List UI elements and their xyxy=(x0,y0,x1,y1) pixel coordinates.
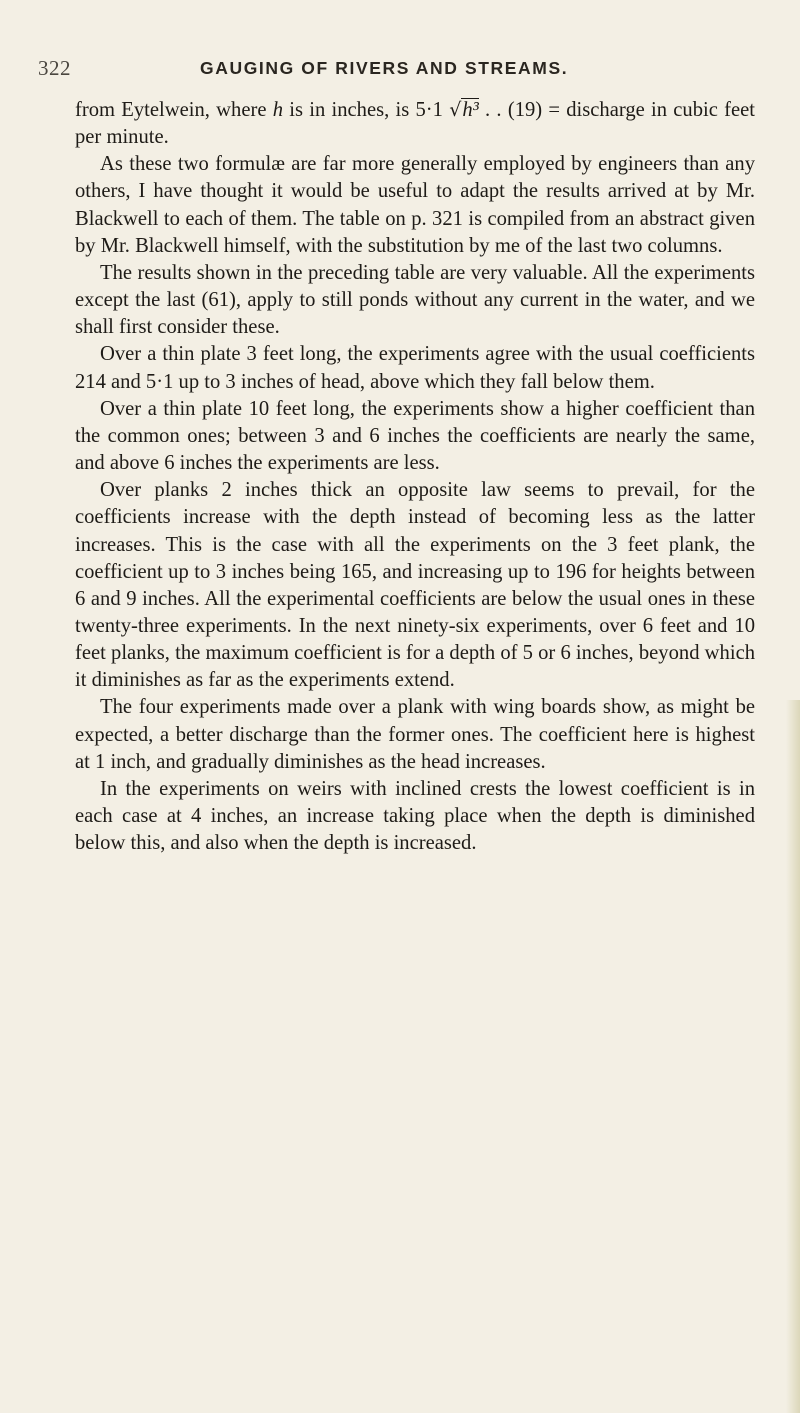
radicand: h³ xyxy=(462,99,479,121)
paragraph-wing-boards: The four experiments made over a plank with wing boards show, as might be expected, a better discharge than the former ones. The coefficient here is highest at 1 inch, and gradually diminishes as the head increases. xyxy=(75,696,755,773)
sqrt-sign-icon: √ xyxy=(449,99,462,121)
variable-h: h xyxy=(272,99,284,121)
paragraph-inclined-crests: In the experiments on weirs with inclined crests the lowest coefficient is in each case at 4 inches, an increase taking place when the depth is diminished below this, and also when the depth is increased. xyxy=(75,777,755,855)
page-header xyxy=(0,56,800,86)
paragraph-planks: Over planks 2 inches thick an opposite law seems to prevail, for the coefficients increase with the depth instead of becoming less as the latter increases. This is the case with all the experiments on the 3 feet plank, the coefficient up to 3 inches being 165, and increasing up to 196 for heights between 6 and 9 inches. All the experimental coefficients are below the usual ones in these twenty-three experiments. In the next ninety-six experiments, over 6 feet and 10 feet planks, the maximum coefficient is for a depth of 5 or 6 inches, beyond which it diminishes as far as the experiments extend. xyxy=(75,479,755,692)
running-head: GAUGING OF RIVERS AND STREAMS. xyxy=(200,58,569,78)
page-number: 322 xyxy=(38,56,71,80)
paragraph-formulae-adaptation: As these two formulæ are far more generally employed by engineers than any others, I have thought it would be useful to adapt the results arrived at by Mr. Blackwell to each of them. The table on p. 321 is compiled from an abstract given by Mr. Blackwell himself, with the substitution by me of the last two columns. xyxy=(75,153,755,257)
paragraph-thin-plate-3ft: Over a thin plate 3 feet long, the experiments agree with the usual coefficients 214 and 5·1 up to 3 inches of head, above which they fall below them. xyxy=(75,343,755,393)
body-text xyxy=(75,97,755,857)
formula-lead-text: from Eytelwein, where xyxy=(75,99,273,121)
paragraph-preceding-table: The results shown in the preceding table are very valuable. All the experiments except the last (61), apply to still ponds without any current in the water, and we shall first consider these. xyxy=(75,261,755,339)
sqrt-formula xyxy=(449,98,479,121)
formula-tail-text: . . (19) = discharge in cubic feet per minute. xyxy=(75,99,755,149)
paragraph-formula xyxy=(75,97,755,151)
paragraph-thin-plate-10ft: Over a thin plate 10 feet long, the experiments show a higher coefficient than the common ones; between 3 and 6 inches the coefficients are nearly the same, and above 6 inches the experiments are less. xyxy=(75,397,755,475)
page-edge-shadow xyxy=(786,700,800,1413)
formula-mid-text: is in inches, is 5·1 xyxy=(283,99,450,121)
